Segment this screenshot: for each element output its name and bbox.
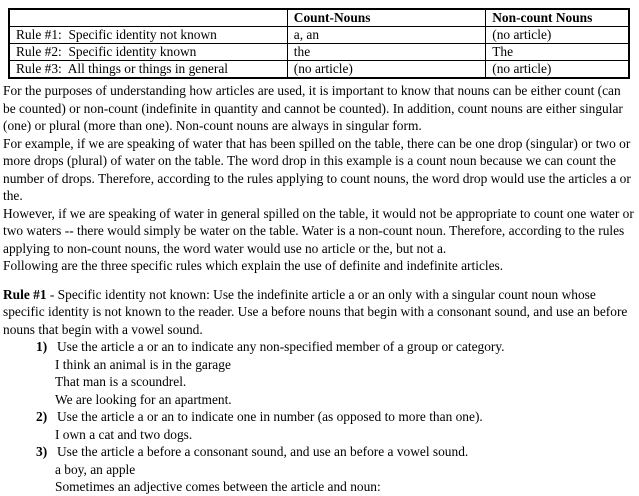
rule-1-count-cell: a, an [287,27,485,44]
rule-3-noncount-cell: (no article) [486,61,629,79]
list-item-2-example-1: I own a cat and two dogs. [55,426,193,442]
list-item-2-number: 2) [36,409,48,424]
list-item-3 [3,443,635,461]
intro-paragraph-1: For the purposes of understanding how articles are used, it is important to know that nouns can be either count (can be counted) or non-count (indefinite in quantity and cannot be counted). In addition, count nouns are either singular (one) or plural (more than one). Non-count nouns are always in singular form. [3,83,623,133]
list-item-1-example-2: That man is a scoundrel. [55,374,187,389]
list-item-1-example-3: We are looking for an apartment. [55,391,232,407]
rule-3-count-cell: (no article) [287,61,485,79]
table-row-rule-2 [9,44,629,61]
rule-1-noncount-cell: (no article) [486,27,629,44]
list-item-1-text: Use the article a or an to indicate any non-specified member of a group or category. [57,339,505,354]
articles-rules-table [8,8,630,79]
intro-paragraph-3: However, if we are speaking of water in general spilled on the table, it would not be appropriate to count one water or two waters -- there would simply be water on the table. Water is a non-count noun. Therefore, according to the rules applying to non-count nouns, the word water would use no article or the, but not a. [3,205,634,256]
document-body [3,82,635,496]
rule-2-noncount-cell: The [486,44,629,61]
list-item-1-example-1: I think an animal is in the garage [55,356,231,372]
rule-2-label-cell: Rule #2: Specific identity known [9,44,287,61]
rule1-paragraph [3,286,635,339]
list-item-3-text: Use the article a before a consonant sound, and use an before a vowel sound. [57,444,469,459]
list-item-1 [3,338,635,356]
list-item-2-text: Use the article a or an to indicate one in number (as opposed to more than one). [57,409,483,424]
table-header-row [9,9,629,27]
list-item-3-example-1: a boy, an apple [55,461,136,477]
list-item-3-example-2: Sometimes an adjective comes between the article and noun: [55,479,381,494]
list-item-3-number: 3) [36,444,48,459]
rule-3-label-cell: Rule #3: All things or things in general [9,61,287,79]
rule1-body-text: - Specific identity not known: Use the indefinite article a or an only with a singular count noun whose specific identity is not known to the reader. Use a before nouns that begin with a consonant sound, and use an before nouns that begin with a vowel sound. [3,286,628,337]
intro-paragraph-2: For example, if we are speaking of water that has been spilled on the table, there can be one drop (singular) or two or more drops (plural) of water on the table. The word drop in this example is a count noun because we can count the number of drops. Therefore, according to the rules applying to count nouns, the word drop would use the articles a or the. [3,135,631,203]
table-header-blank [9,9,287,27]
table-header-count-nouns: Count-Nouns [287,9,485,27]
table-row-rule-1 [9,27,629,44]
table-row-rule-3 [9,61,629,79]
rule1-label: Rule #1 [3,286,47,302]
list-item-1-number: 1) [36,339,48,354]
table-header-noncount-nouns: Non-count Nouns [486,9,629,27]
rule-2-count-cell: the [287,44,485,61]
list-item-2 [3,408,635,426]
rule-1-label-cell: Rule #1: Specific identity not known [9,27,287,44]
intro-paragraph-4: Following are the three specific rules which explain the use of definite and indefinite articles. [3,258,504,273]
